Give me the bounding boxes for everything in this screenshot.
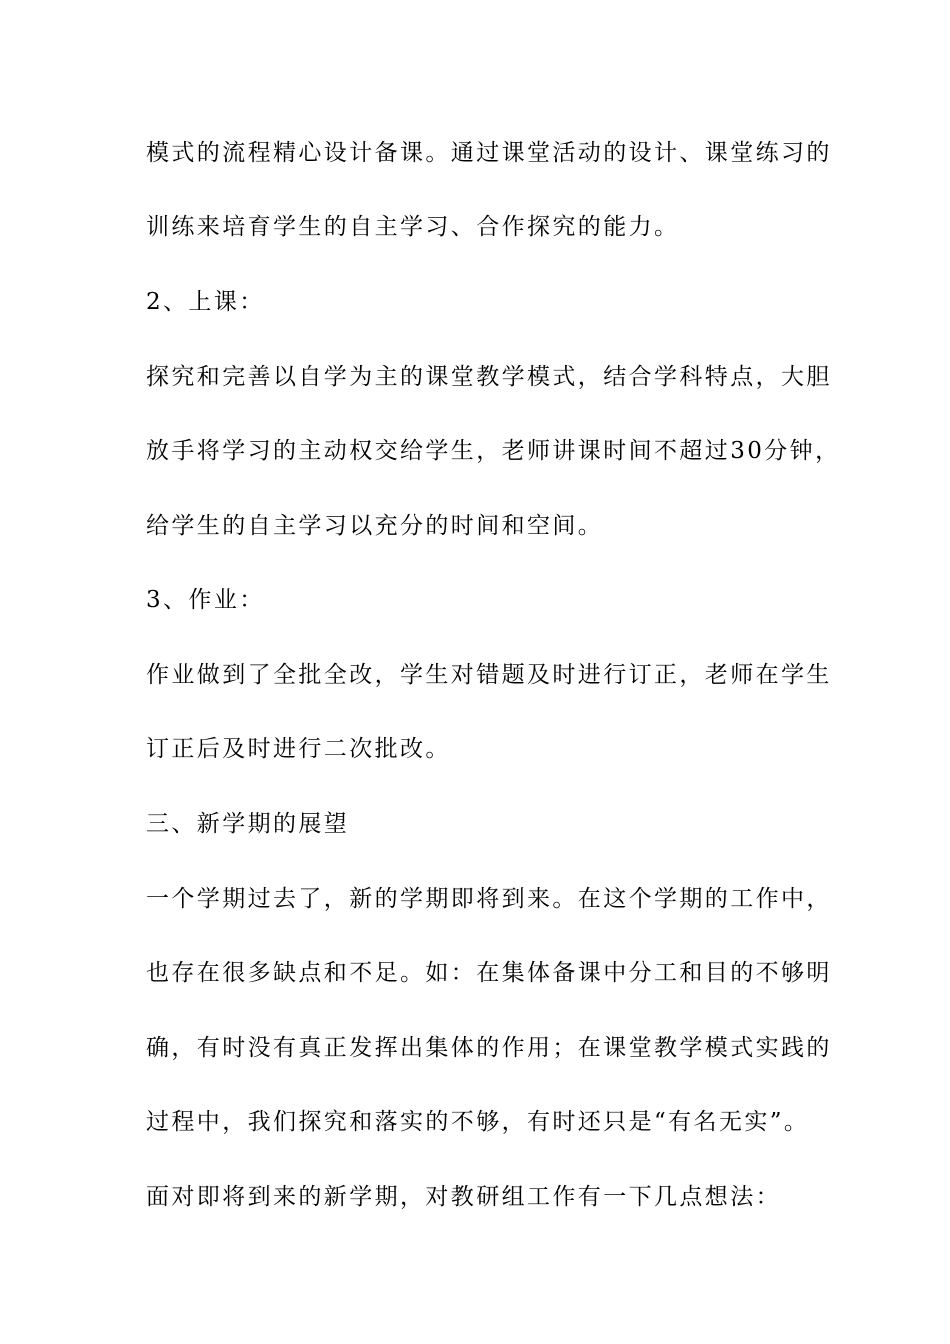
paragraph-line: 过程中，我们探究和落实的不够，有时还只是“有名无实”。 [146, 1109, 810, 1135]
paragraph-line: 面对即将到来的新学期，对教研组工作有一下几点想法： [146, 1184, 781, 1210]
section-heading: 2、上课： [146, 289, 265, 315]
paragraph-line: 探究和完善以自学为主的课堂教学模式，结合学科特点，大胆 [146, 364, 832, 390]
paragraph-line: 给学生的自主学习以充分的时间和空间。 [146, 513, 604, 539]
section-heading: 三、新学期的展望 [146, 811, 350, 837]
paragraph-line: 订正后及时进行二次批改。 [146, 736, 451, 762]
paragraph-line: 一个学期过去了，新的学期即将到来。在这个学期的工作中， [146, 886, 832, 912]
section-heading: 3、作业： [146, 587, 265, 613]
paragraph-line: 也存在很多缺点和不足。如：在集体备课中分工和目的不够明 [146, 960, 832, 986]
paragraph-line: 放手将学习的主动权交给学生，老师讲课时间不超过30分钟， [146, 438, 841, 464]
paragraph-line: 确，有时没有真正发挥出集体的作用；在课堂教学模式实践的 [146, 1035, 832, 1061]
paragraph-line: 训练来培育学生的自主学习、合作探究的能力。 [146, 214, 680, 240]
paragraph-line: 作业做到了全批全改，学生对错题及时进行订正，老师在学生 [146, 662, 832, 688]
paragraph-line: 模式的流程精心设计备课。通过课堂活动的设计、课堂练习的 [146, 140, 832, 166]
